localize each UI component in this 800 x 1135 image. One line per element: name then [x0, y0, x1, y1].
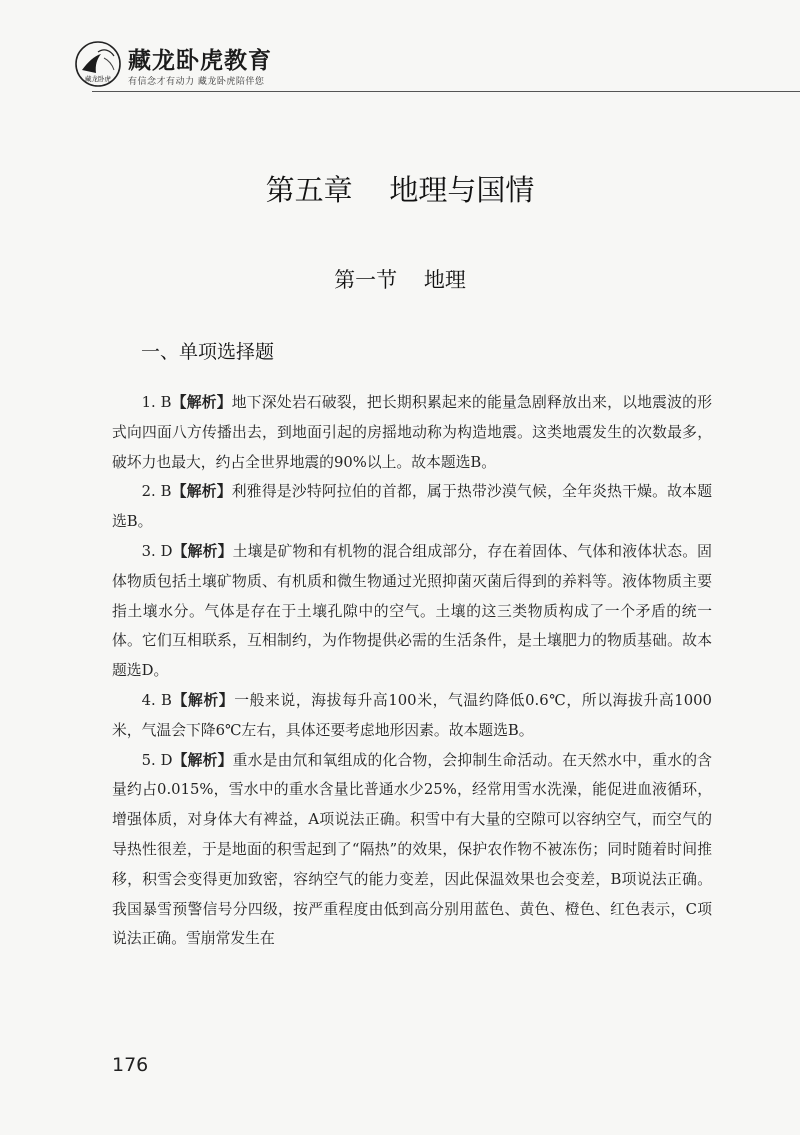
- brand-name: 藏龙卧虎教育: [128, 48, 272, 74]
- answer-item-5: [112, 746, 712, 955]
- answer-item-1: [112, 388, 712, 477]
- analysis-tag: 【解析】: [171, 691, 235, 709]
- answer-text: 一般来说，海拔每升高100米，气温约降低0.6℃，所以海拔升高1000米，气温会下降6℃左右，具体还要考虑地形因素。故本题选B。: [112, 691, 712, 739]
- header-divider: [92, 91, 800, 92]
- section-title: 第一节 地理: [334, 268, 466, 292]
- answer-item-2: [112, 477, 712, 537]
- answer-text: 重水是由氘和氧组成的化合物，会抑制生命活动。在天然水中，重水的含量约占0.015%，雪水中的重水含量比普通水少25%，经常用雪水洗澡，能促进血液循环，增强体质，对身体大有裨益，A项说法正确。积雪中有大量的空隙可以容纳空气，而空气的导热性很差，于是地面的积雪起到了“隔热”的效果，保护农作物不被冻伤；同时随着时间推移，积雪会变得更加致密，容纳空气的能力变差，因此保温效果也会变差，B项说法正确。我国暴雪预警信号分四级，按严重程度由低到高分别用蓝色、黄色、橙色、红色表示，C项说法正确。雪崩常发生在: [112, 751, 712, 948]
- analysis-tag: 【解析】: [171, 394, 232, 411]
- answer-text: 利雅得是沙特阿拉伯的首都，属于热带沙漠气候，全年炎热干燥。故本题选B。: [112, 483, 712, 531]
- chapter-title: 第五章 地理与国情: [265, 173, 535, 207]
- answer-text: 地下深处岩石破裂，把长期积累起来的能量急剧释放出来，以地震波的形式向四面八方传播出去，到地面引起的房摇地动称为构造地震。这类地震发生的次数最多，破坏力也最大，约占全世界地震的90%以上。故本题选B。: [112, 394, 712, 471]
- answer-item-4: [112, 686, 712, 746]
- logo-text: 藏龙卧虎: [85, 75, 111, 83]
- answer-number: 4. B: [141, 691, 172, 709]
- brand-slogan: 有信念才有动力 藏龙卧虎陪伴您: [128, 77, 265, 87]
- analysis-tag: 【解析】: [172, 542, 233, 560]
- answer-number: 5. D: [141, 751, 173, 769]
- answer-item-3: [112, 537, 712, 686]
- analysis-tag: 【解析】: [172, 751, 233, 769]
- answer-number: 1. B: [141, 394, 172, 411]
- page-number: 176: [112, 1054, 149, 1076]
- answer-number: 2. B: [141, 483, 172, 501]
- answer-number: 3. D: [141, 542, 173, 560]
- page-header: [0, 0, 800, 92]
- question-type-heading: 一、单项选择题: [141, 341, 275, 363]
- answer-text: 土壤是矿物和有机物的混合组成部分，存在着固体、气体和液体状态。固体物质包括土壤矿物质、有机质和微生物通过光照抑菌灭菌后得到的养料等。液体物质主要指土壤水分。气体是存在于土壤孔隙中的空气。土壤的这三类物质构成了一个矛盾的统一体。它们互相联系，互相制约，为作物提供必需的生活条件，是土壤肥力的物质基础。故本题选D。: [112, 542, 712, 680]
- analysis-tag: 【解析】: [171, 483, 232, 501]
- answer-list: [112, 388, 712, 954]
- brand-logo-icon: [74, 40, 122, 88]
